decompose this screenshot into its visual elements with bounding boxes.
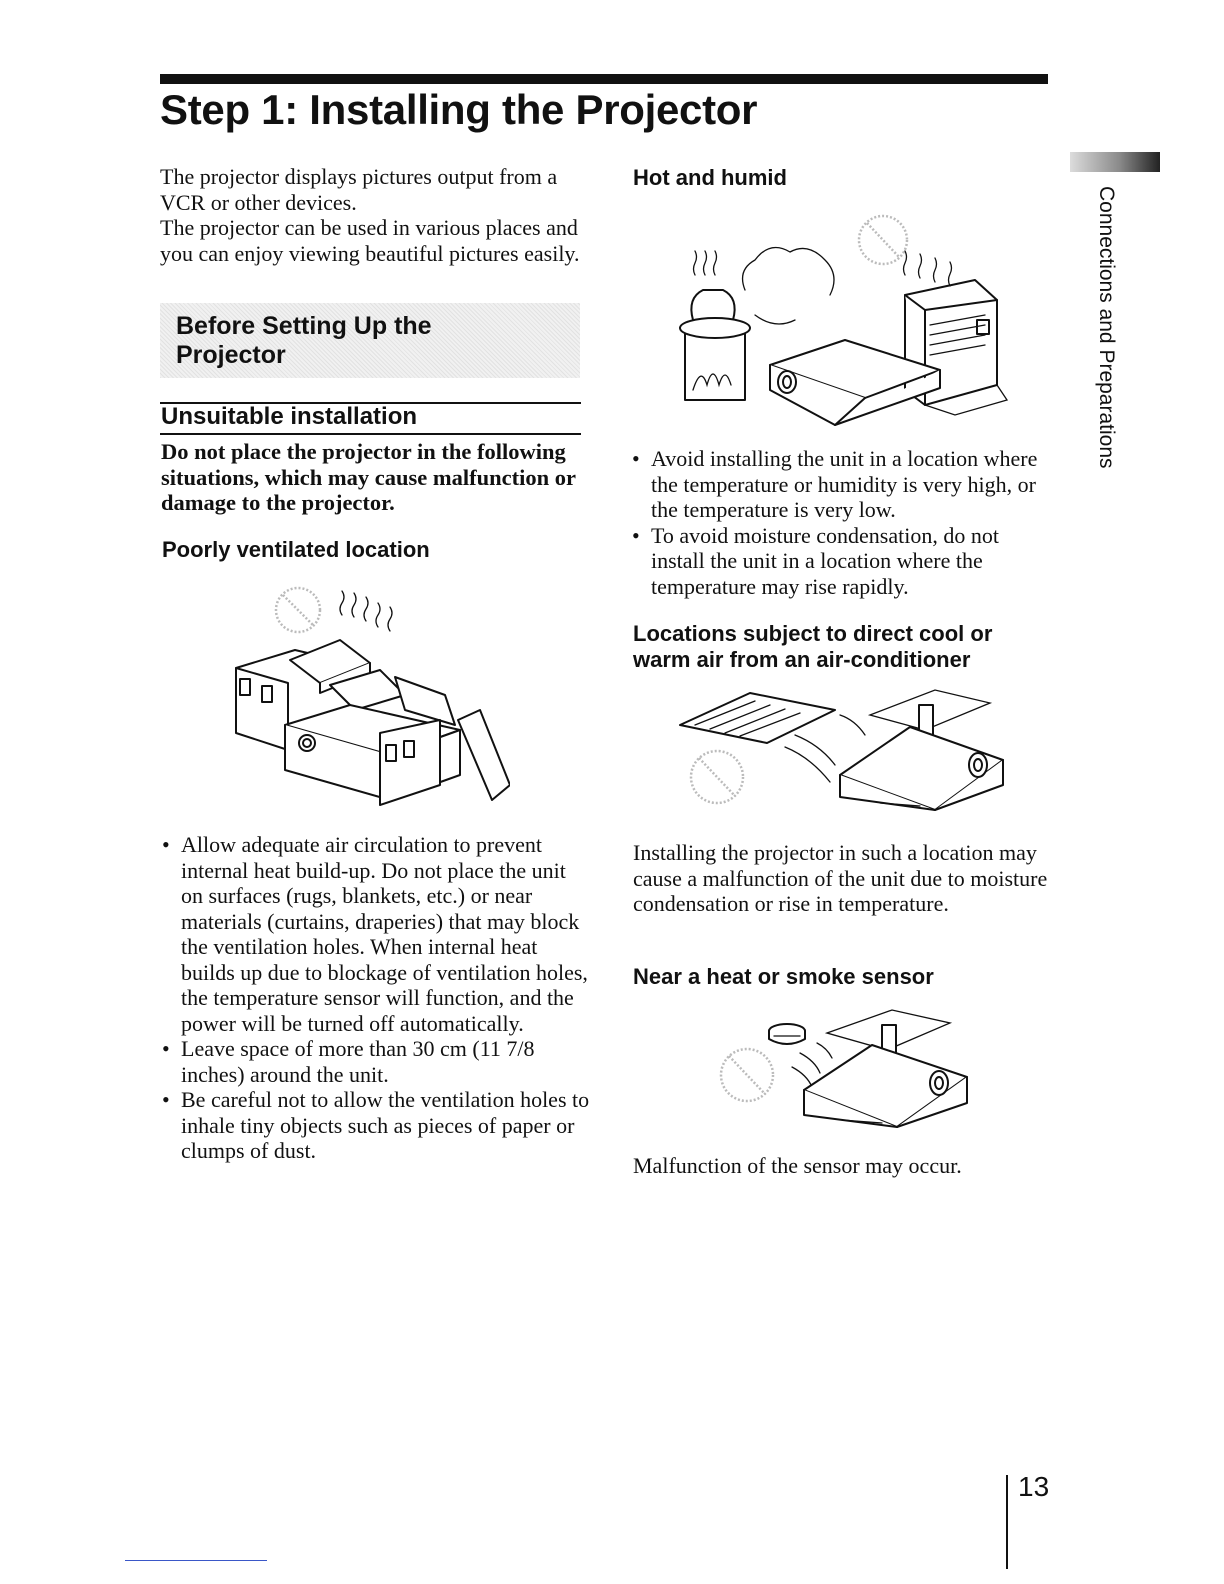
smoke-sensor-icon: [769, 1024, 805, 1044]
list-item: • Avoid installing the unit in a location where the temperature or humidity is very high, or the temperature is very low.: [630, 446, 1050, 523]
air-conditioner-vent: [680, 693, 835, 743]
air-conditioner-illustration: [675, 685, 1005, 815]
intro-paragraph-2: The projector can be used in various places and you can enjoy viewing beautiful pictures easily.: [160, 215, 580, 266]
heat-sensor-title: Near a heat or smoke sensor: [633, 964, 934, 989]
intro-paragraph-1: The projector displays pictures output from a VCR or other devices.: [160, 164, 558, 215]
hot-humid-list: [630, 446, 1050, 599]
top-rule: [160, 74, 1048, 84]
side-tab-label: Connections and Preparations: [1095, 186, 1118, 469]
heat-sensor-illustration: [712, 1005, 982, 1145]
bottom-line: [125, 1560, 267, 1561]
hot-humid-illustration: [675, 210, 1010, 430]
page-number-rule: [1006, 1475, 1008, 1569]
projector-icon: [840, 727, 1003, 810]
before-setting-up-title: Before Setting Up the Projector: [176, 312, 432, 369]
heat-waves: [340, 591, 392, 631]
prohibited-icon: [276, 588, 320, 632]
list-item: • To avoid moisture condensation, do not install the unit in a location where the temperature may rise rapidly.: [630, 523, 1050, 600]
list-item: • Leave space of more than 30 cm (11 7/8 inches) around the unit.: [160, 1036, 590, 1087]
heat-sensor-text: Malfunction of the sensor may occur.: [633, 1153, 962, 1178]
poorly-ventilated-illustration: [230, 585, 510, 810]
unsuitable-installation-title: Unsuitable installation: [161, 403, 418, 430]
air-conditioner-title: Locations subject to direct cool or warm air from an air-conditioner: [633, 621, 993, 672]
section-underline: [160, 433, 581, 435]
hot-humid-title: Hot and humid: [633, 165, 787, 190]
ceiling-mount: [870, 690, 990, 735]
prohibited-icon: [859, 216, 907, 264]
prohibited-icon: [721, 1049, 773, 1101]
poorly-ventilated-list: [160, 832, 590, 1164]
air-conditioner-text: Installing the projector in such a location may cause a malfunction of the unit due to moisture condensation or rise in temperature.: [633, 840, 1048, 916]
intro: [160, 164, 590, 266]
page-number: 13: [1018, 1471, 1050, 1502]
side-tab-marker: [1070, 152, 1160, 172]
ceiling-mount: [827, 1010, 950, 1055]
projector-icon: [804, 1045, 967, 1127]
poorly-ventilated-title: Poorly ventilated location: [162, 537, 430, 562]
stove-kettle: [680, 290, 750, 400]
unsuitable-warning: Do not place the projector in the following situations, which may cause malfunction or damage to the projector.: [161, 439, 576, 515]
page-title: Step 1: Installing the Projector: [160, 86, 758, 133]
prohibited-icon: [691, 751, 743, 803]
list-item: • Be careful not to allow the ventilation holes to inhale tiny objects such as pieces of paper or clumps of dust.: [160, 1087, 590, 1164]
list-item: • Allow adequate air circulation to prevent internal heat build-up. Do not place the unit on surfaces (rugs, blankets, etc.) or near materials (curtains, draperies) that may block the ventilation holes. When internal heat builds up due to blockage of ventilation holes, the temperature sensor will function, and the power will be turned off automatically.: [160, 832, 590, 1036]
